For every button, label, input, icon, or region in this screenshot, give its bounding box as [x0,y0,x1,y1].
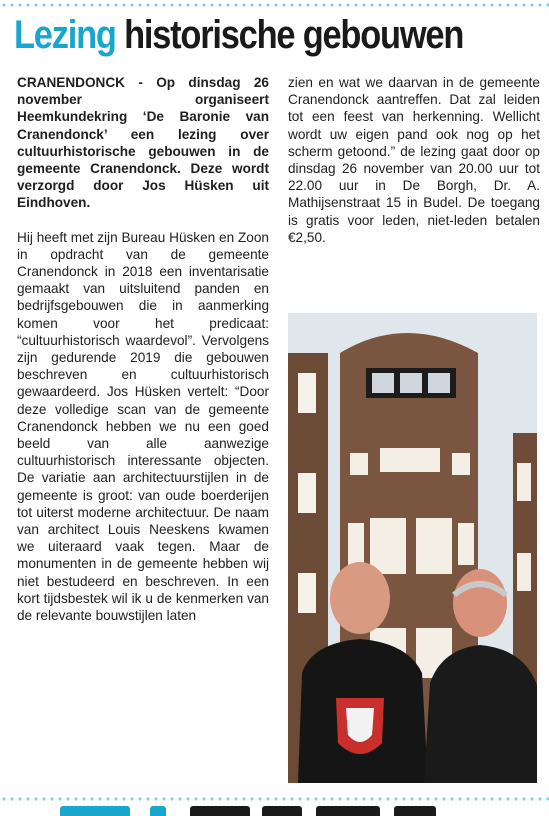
article-lead: CRANENDONCK - Op dinsdag 26 november organiseert Heemkundekring ‘De Baronie van Cranendonck’ een lezing over cultuurhistorische gebouwen in de gemeente Cranendonck. Deze wordt verzorgd door Jos Hüsken uit Eindhoven. [17,75,269,211]
article-column-right [288,74,540,246]
dotted-divider-bottom [0,796,549,802]
article-photo [288,313,537,783]
headline [14,10,463,60]
dotted-divider-top [0,2,549,8]
article-continuation: zien en wat we daarvan in de gemeente Cranendonck aantreffen. Dat zal leiden tot een feest van herkenning. Wellicht wordt uw eigen pand ook nog op het scherm getoond.” de lezing gaat door op dinsdag 26 november van 20.00 uur tot 22.00 uur in De Borgh, Dr. A. Mathijsenstraat 15 in Budel. De toegang is gratis voor leden, niet-leden betalen €2,50. [288,75,540,245]
photo-person-right-head [453,569,507,637]
article-column-left [17,74,269,624]
photo-person-right-shirt [424,645,537,783]
photo-person-left-head [330,562,390,634]
article-body: Hij heeft met zijn Bureau Hüsken en Zoon in opdracht van de gemeente Cranendonck in 2018 een inventarisatie gemaakt van uitsluitend panden en bedrijfsgebouwen die in aanmerking komen voor het predicaat: “cultuurhistorisch waardevol”. Vervolgens zijn gedurende 2019 die gebouwen beschreven en cultuurhistorisch gewaardeerd. Jos Hüsken vertelt: “Door deze volledige scan van de gemeente Cranendonck hebben we nu een goed beeld van alle aanwezige cultuurhistorisch interessante objecten. De variatie aan architectuurstijlen in de gemeente is groot: van oude boerderijen tot uiterst moderne architectuur. De naam van architect Louis Neeskens kwamen we uiteraard vaak tegen. Maar de monumenten in de gemeente hebben wij niet bestudeerd en beschreven. In een kort tijdsbestek wil ik u de kenmerken van de relevante bouwstijlen laten [17,229,269,624]
headline-rest: historische gebouwen [124,13,464,57]
headline-accent-word: Lezing [14,13,116,57]
next-article-headline-cutoff [0,804,549,816]
